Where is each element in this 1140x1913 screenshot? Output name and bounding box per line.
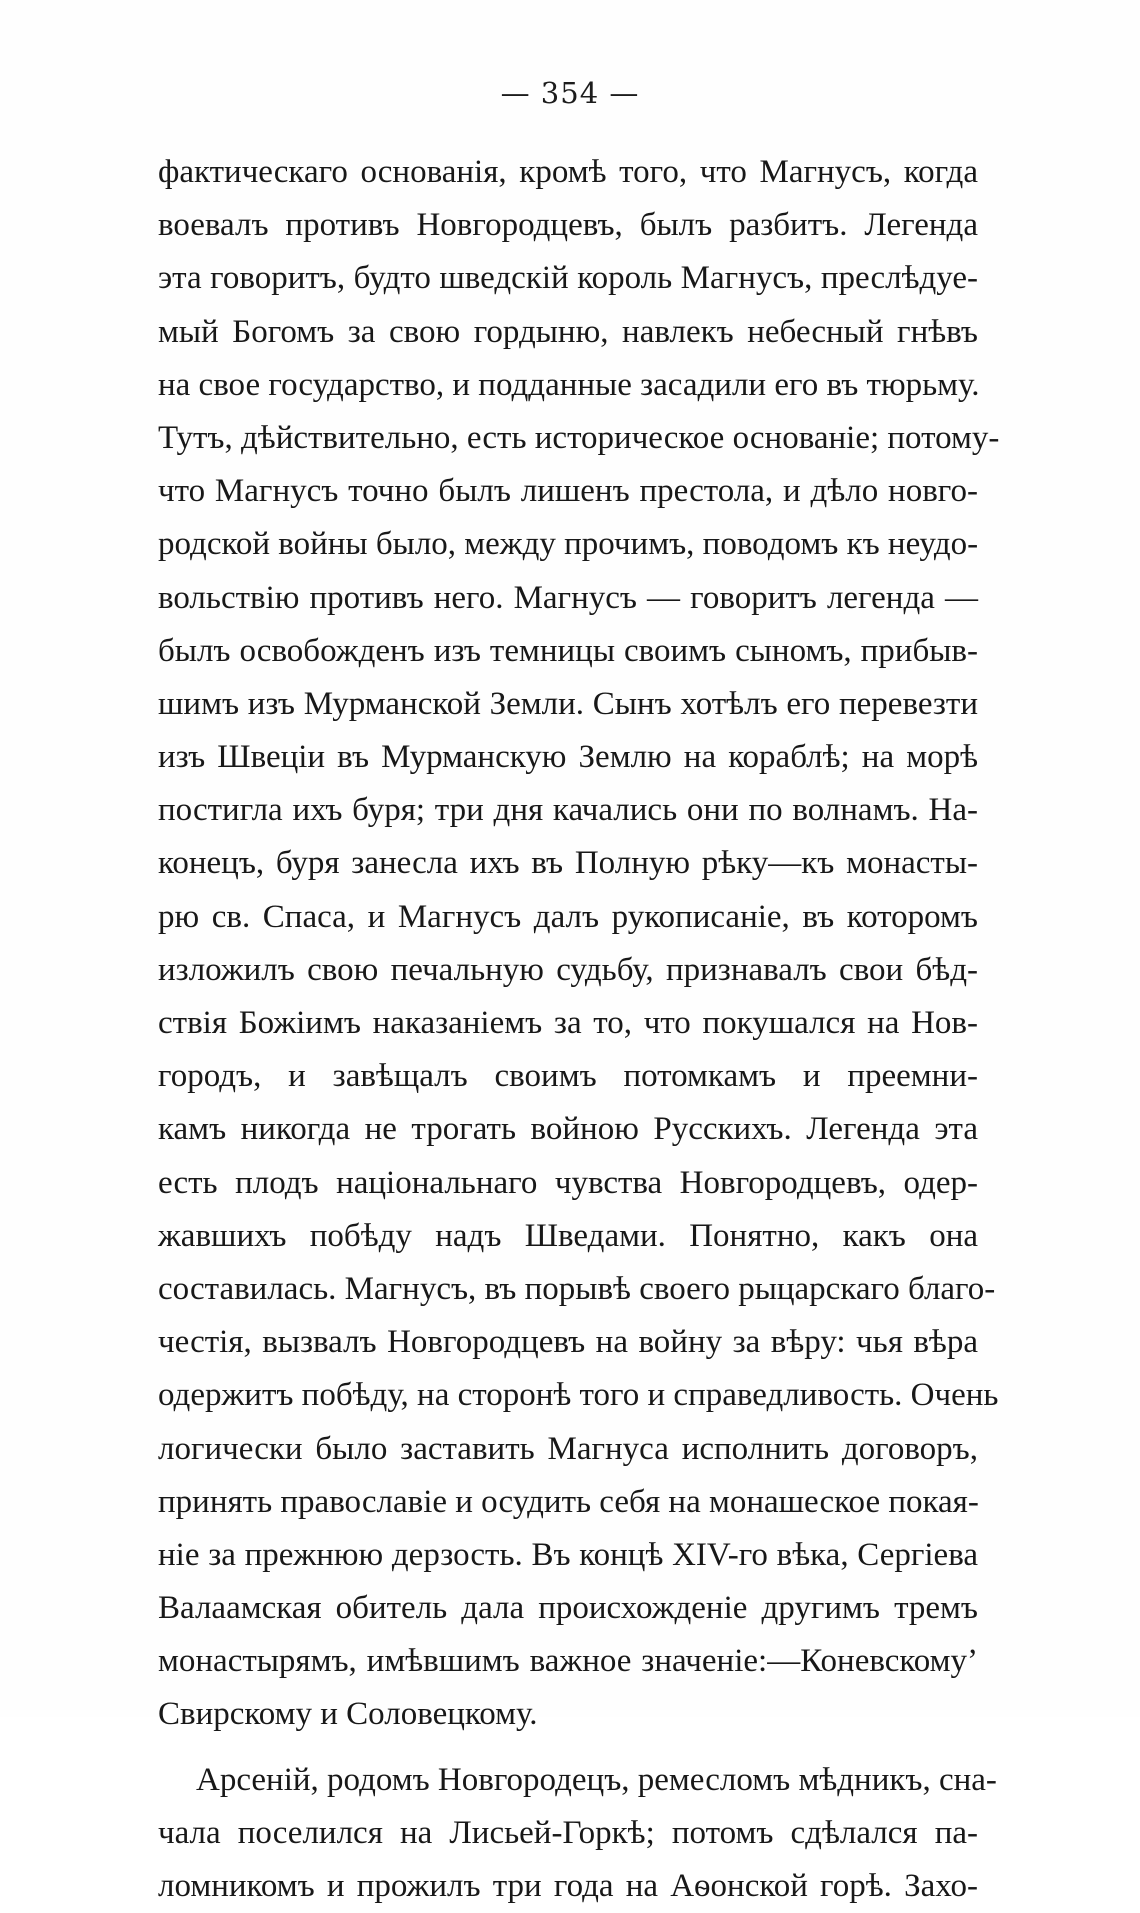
text-line: на свое государство, и подданные засадили его въ тюрьму. (158, 366, 980, 403)
text-line: составилась. Магнусъ, въ порывѣ своего рыцарскаго благо- (158, 1270, 996, 1307)
text-line: ніе за прежнюю дерзость. Въ концѣ XIV-го вѣка, Сергіева (158, 1536, 978, 1573)
text-line: вольствію противъ него. Магнусъ — говоритъ легенда — (158, 579, 978, 616)
text-line: изложилъ свою печальную судьбу, признавалъ свои бѣд- (158, 951, 978, 988)
text-line: Арсеній, родомъ Новгородецъ, ремесломъ мѣдникъ, сна- (196, 1761, 997, 1798)
text-line: принять православіе и осудить себя на монашеское покая- (158, 1483, 979, 1520)
text-line: ломникомъ и прожилъ три года на Аѳонской горѣ. Захо- (158, 1868, 978, 1904)
text-line: одержитъ побѣду, на сторонѣ того и справедливость. Очень (158, 1377, 999, 1414)
text-line: есть плодъ національнаго чувства Новгородцевъ, одер- (158, 1164, 978, 1201)
text-line: изъ Швеціи въ Мурманскую Землю на кораблѣ; на морѣ (158, 739, 978, 776)
text-line: родской войны было, между прочимъ, поводомъ къ неудо- (158, 526, 979, 563)
text-line: Тутъ, дѣйствительно, есть историческое основаніе; потому- (158, 419, 1000, 456)
paragraph-gap (158, 1742, 978, 1754)
text-line: ствія Божіимъ наказаніемъ за то, что покушался на Нов- (158, 1005, 978, 1041)
text-line: монастырямъ, имѣвшимъ важное значеніе:—Коневскому’ (158, 1643, 978, 1680)
text-line: городъ, и завѣщалъ своимъ потомкамъ и преемни- (158, 1058, 978, 1095)
text-line: камъ никогда не трогать войною Русскихъ. Легенда эта (158, 1111, 978, 1148)
text-line: жавшихъ побѣду надъ Шведами. Понятно, какъ она (158, 1217, 978, 1254)
text-line: Свирскому и Соловецкому. (158, 1696, 538, 1733)
text-line: рю св. Спаса, и Магнусъ далъ рукописаніе, въ которомъ (158, 898, 978, 935)
text-line: былъ освобожденъ изъ темницы своимъ сыномъ, прибыв- (158, 632, 978, 669)
text-line: чала поселился на Лисьей-Горкѣ; потомъ сдѣлался па- (158, 1814, 978, 1851)
text-line: мый Богомъ за свою гордыню, навлекъ небесный гнѣвъ (158, 313, 978, 350)
text-line: логически было заставить Магнуса исполнить договоръ, (158, 1430, 978, 1467)
text-line: воевалъ противъ Новгородцевъ, былъ разбитъ. Легенда (158, 207, 978, 244)
text-line: постигла ихъ буря; три дня качались они по волнамъ. На- (158, 792, 978, 829)
text-line: что Магнусъ точно былъ лишенъ престола, и дѣло новго- (158, 473, 978, 510)
page-number: — 354 — (500, 76, 640, 110)
paragraph-2 (158, 1754, 997, 1913)
text-line: фактическаго основанія, кромѣ того, что Магнусъ, когда (158, 154, 978, 190)
text-line: шимъ изъ Мурманской Земли. Сынъ хотѣлъ его перевезти (158, 685, 978, 722)
text-line: Валаамская обитель дала происхожденіе другимъ тремъ (158, 1590, 978, 1627)
text-line: честія, вызвалъ Новгородцевъ на войну за вѣру: чья вѣра (158, 1324, 978, 1361)
paragraph-1 (158, 146, 1000, 1742)
text-line: эта говоритъ, будто шведскій король Магнусъ, преслѣдуе- (158, 260, 978, 297)
body-text (158, 146, 1000, 1913)
text-line: конецъ, буря занесла ихъ въ Полную рѣку—къ монасты- (158, 845, 978, 882)
